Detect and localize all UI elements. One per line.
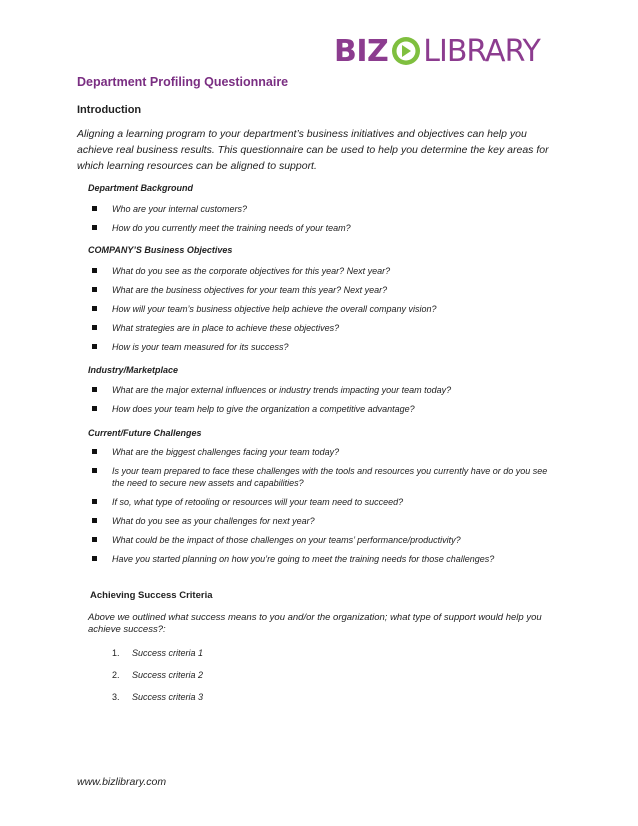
intro-text: Aligning a learning program to your department’s business initiatives and objectives can help you achieve real business results. This questionnaire can be used to help you determine the key areas for which learning resources can be aligned to support. [77, 128, 549, 172]
list-item: If so, what type of retooling or resources will your team need to succeed? [92, 496, 552, 508]
logo-text-biz: BIZ [334, 33, 389, 69]
list-item: What are the biggest challenges facing your team today? [92, 446, 552, 458]
bullet-icon [92, 449, 97, 454]
bullet-icon [92, 287, 97, 292]
bullet-icon [92, 306, 97, 311]
list-item: How will your team’s business objective help achieve the overall company vision? [92, 303, 552, 315]
bullet-icon [92, 268, 97, 273]
section-heading-industry-marketplace: Industry/Marketplace [88, 365, 179, 375]
list-item: What do you see as your challenges for next year? [92, 515, 552, 527]
criteria-item: 2. Success criteria 2 [112, 670, 204, 680]
bullet-icon [92, 468, 97, 473]
criteria-heading: Achieving Success Criteria [90, 590, 213, 601]
footer-url: www.bizlibrary.com [77, 776, 167, 788]
section-heading-business-objectives: COMPANY’S Business Objectives [88, 245, 233, 255]
section-heading-challenges: Current/Future Challenges [88, 428, 202, 438]
bullet-icon [92, 518, 97, 523]
bullet-icon [92, 406, 97, 411]
bullet-icon [92, 499, 97, 504]
list-item: How does your team help to give the organization a competitive advantage? [92, 403, 552, 415]
bullet-icon [92, 206, 97, 211]
bizlibrary-logo [334, 34, 540, 68]
bullet-icon [92, 387, 97, 392]
list-item: What are the business objectives for your team this year? Next year? [92, 284, 552, 296]
list-item: Who are your internal customers? [92, 203, 552, 215]
logo-text-library: LIBRARY [423, 33, 540, 69]
bullet-icon [92, 537, 97, 542]
document-title: Department Profiling Questionnaire [77, 75, 289, 89]
bullet-icon [92, 325, 97, 330]
bullet-icon [92, 344, 97, 349]
list-item: What do you see as the corporate objectives for this year? Next year? [92, 265, 552, 277]
criteria-text: Above we outlined what success means to you and/or the organization; what type of support would help you achieve success?: [88, 612, 542, 635]
section-heading-department-background: Department Background [88, 183, 194, 193]
intro-heading: Introduction [77, 104, 142, 116]
list-item: What could be the impact of those challenges on your teams’ performance/productivity? [92, 534, 552, 546]
list-item: What strategies are in place to achieve these objectives? [92, 322, 552, 334]
logo-arrow-icon [391, 36, 421, 66]
list-item: Is your team prepared to face these challenges with the tools and resources you currently have or do you see the need to secure new assets and capabilities? [92, 465, 552, 489]
list-item: Have you started planning on how you’re going to meet the training needs for those challenges? [92, 553, 512, 565]
criteria-item: 3. Success criteria 3 [112, 692, 204, 702]
bullet-icon [92, 225, 97, 230]
list-item: What are the major external influences or industry trends impacting your team today? [92, 384, 552, 396]
list-item: How do you currently meet the training needs of your team? [92, 222, 552, 234]
list-item: How is your team measured for its success? [92, 341, 552, 353]
bullet-icon [92, 556, 97, 561]
criteria-item: 1. Success criteria 1 [112, 648, 204, 658]
